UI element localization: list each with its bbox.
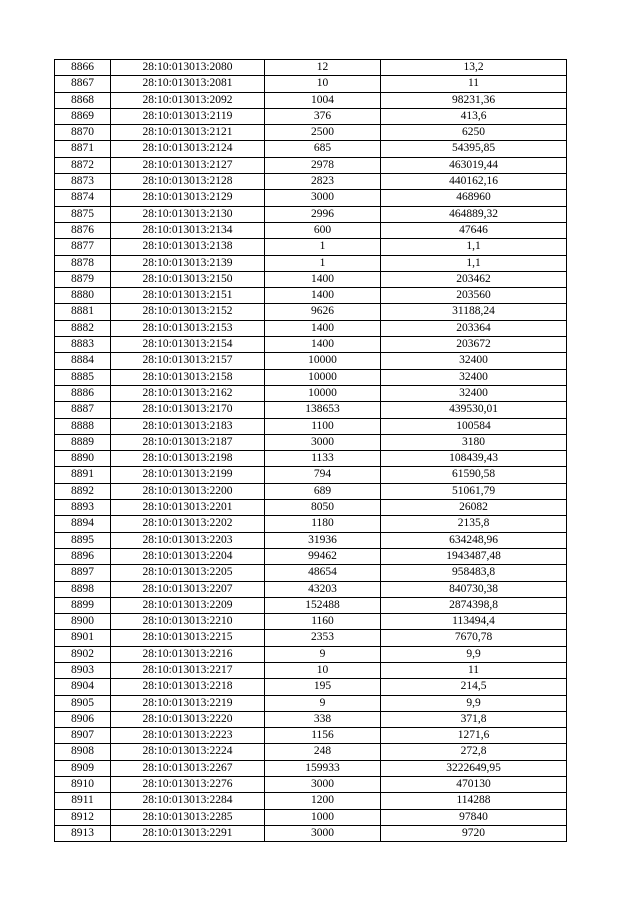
row-number-cell: 8876 [55,222,111,238]
cadastral-value-cell: 100584 [381,418,567,434]
row-number-cell: 8866 [55,60,111,76]
area-cell: 9 [265,695,381,711]
table-row [55,483,567,499]
cadastral-number-cell: 28:10:013013:2284 [111,793,265,809]
row-number-cell: 8884 [55,353,111,369]
cadastral-number-cell: 28:10:013013:2207 [111,581,265,597]
row-number-cell: 8896 [55,548,111,564]
cadastral-value-cell: 1,1 [381,255,567,271]
table-row [55,304,567,320]
table-row [55,174,567,190]
row-number-cell: 8891 [55,467,111,483]
cadastral-value-cell: 32400 [381,369,567,385]
table-row [55,92,567,108]
cadastral-value-cell: 9720 [381,825,567,841]
row-number-cell: 8912 [55,809,111,825]
cadastral-number-cell: 28:10:013013:2121 [111,125,265,141]
cadastral-number-cell: 28:10:013013:2205 [111,565,265,581]
row-number-cell: 8883 [55,337,111,353]
row-number-cell: 8911 [55,793,111,809]
cadastral-number-cell: 28:10:013013:2204 [111,548,265,564]
row-number-cell: 8903 [55,662,111,678]
cadastral-value-cell: 47646 [381,222,567,238]
table-row [55,288,567,304]
area-cell: 1180 [265,516,381,532]
cadastral-number-cell: 28:10:013013:2187 [111,434,265,450]
row-number-cell: 8877 [55,239,111,255]
area-cell: 1133 [265,451,381,467]
cadastral-value-cell: 32400 [381,353,567,369]
cadastral-value-cell: 1943487,48 [381,548,567,564]
area-cell: 8050 [265,500,381,516]
table-row [55,695,567,711]
cadastral-value-cell: 6250 [381,125,567,141]
table-row [55,825,567,841]
area-cell: 43203 [265,581,381,597]
table-row [55,548,567,564]
cadastral-value-cell: 3180 [381,434,567,450]
cadastral-number-cell: 28:10:013013:2128 [111,174,265,190]
cadastral-number-cell: 28:10:013013:2203 [111,532,265,548]
cadastral-value-cell: 634248,96 [381,532,567,548]
table-row [55,728,567,744]
area-cell: 338 [265,711,381,727]
cadastral-value-cell: 32400 [381,385,567,401]
cadastral-number-cell: 28:10:013013:2216 [111,646,265,662]
area-cell: 9 [265,646,381,662]
table-row [55,500,567,516]
cadastral-number-cell: 28:10:013013:2151 [111,288,265,304]
row-number-cell: 8875 [55,206,111,222]
cadastral-number-cell: 28:10:013013:2267 [111,760,265,776]
cadastral-number-cell: 28:10:013013:2130 [111,206,265,222]
cadastral-number-cell: 28:10:013013:2080 [111,60,265,76]
cadastral-value-cell: 203364 [381,320,567,336]
row-number-cell: 8879 [55,271,111,287]
row-number-cell: 8873 [55,174,111,190]
cadastral-value-cell: 11 [381,662,567,678]
cadastral-value-cell: 440162,16 [381,174,567,190]
area-cell: 2996 [265,206,381,222]
area-cell: 3000 [265,190,381,206]
area-cell: 1156 [265,728,381,744]
cadastral-value-cell: 214,5 [381,679,567,695]
table-row [55,108,567,124]
row-number-cell: 8881 [55,304,111,320]
cadastral-number-cell: 28:10:013013:2138 [111,239,265,255]
area-cell: 1400 [265,320,381,336]
cadastral-value-cell: 371,8 [381,711,567,727]
area-cell: 376 [265,108,381,124]
cadastral-value-cell: 470130 [381,777,567,793]
cadastral-number-cell: 28:10:013013:2127 [111,157,265,173]
table-row [55,467,567,483]
area-cell: 1100 [265,418,381,434]
row-number-cell: 8907 [55,728,111,744]
area-cell: 1200 [265,793,381,809]
table-row [55,222,567,238]
cadastral-value-cell: 439530,01 [381,402,567,418]
cadastral-value-cell: 7670,78 [381,630,567,646]
table-row [55,614,567,630]
area-cell: 2978 [265,157,381,173]
cadastral-value-cell: 1271,6 [381,728,567,744]
cadastral-value-cell: 31188,24 [381,304,567,320]
row-number-cell: 8909 [55,760,111,776]
cadastral-number-cell: 28:10:013013:2170 [111,402,265,418]
cadastral-number-cell: 28:10:013013:2134 [111,222,265,238]
table-row [55,597,567,613]
row-number-cell: 8872 [55,157,111,173]
area-cell: 3000 [265,434,381,450]
cadastral-value-cell: 464889,32 [381,206,567,222]
cadastral-value-cell: 9,9 [381,695,567,711]
table-row [55,744,567,760]
cadastral-number-cell: 28:10:013013:2183 [111,418,265,434]
table-row [55,630,567,646]
table-row [55,157,567,173]
cadastral-number-cell: 28:10:013013:2157 [111,353,265,369]
table-row [55,451,567,467]
cadastral-value-cell: 840730,38 [381,581,567,597]
row-number-cell: 8897 [55,565,111,581]
area-cell: 1 [265,239,381,255]
cadastral-number-cell: 28:10:013013:2199 [111,467,265,483]
cadastral-number-cell: 28:10:013013:2276 [111,777,265,793]
area-cell: 1160 [265,614,381,630]
cadastral-number-cell: 28:10:013013:2158 [111,369,265,385]
area-cell: 10000 [265,353,381,369]
row-number-cell: 8892 [55,483,111,499]
area-cell: 12 [265,60,381,76]
cadastral-value-cell: 1,1 [381,239,567,255]
cadastral-value-cell: 54395,85 [381,141,567,157]
row-number-cell: 8887 [55,402,111,418]
table-row [55,369,567,385]
area-cell: 1400 [265,288,381,304]
cadastral-number-cell: 28:10:013013:2198 [111,451,265,467]
row-number-cell: 8869 [55,108,111,124]
cadastral-number-cell: 28:10:013013:2154 [111,337,265,353]
area-cell: 10000 [265,369,381,385]
cadastral-value-cell: 51061,79 [381,483,567,499]
cadastral-number-cell: 28:10:013013:2150 [111,271,265,287]
table-row [55,402,567,418]
cadastral-number-cell: 28:10:013013:2217 [111,662,265,678]
cadastral-value-table [54,59,567,842]
cadastral-number-cell: 28:10:013013:2223 [111,728,265,744]
table-row [55,581,567,597]
cadastral-value-cell: 11 [381,76,567,92]
cadastral-value-cell: 113494,4 [381,614,567,630]
area-cell: 9626 [265,304,381,320]
cadastral-value-cell: 958483,8 [381,565,567,581]
area-cell: 1 [265,255,381,271]
row-number-cell: 8906 [55,711,111,727]
table-row [55,60,567,76]
table-row [55,516,567,532]
cadastral-value-cell: 97840 [381,809,567,825]
row-number-cell: 8905 [55,695,111,711]
cadastral-value-cell: 114288 [381,793,567,809]
cadastral-value-cell: 2135,8 [381,516,567,532]
row-number-cell: 8908 [55,744,111,760]
row-number-cell: 8888 [55,418,111,434]
area-cell: 2353 [265,630,381,646]
table-row [55,271,567,287]
area-cell: 99462 [265,548,381,564]
row-number-cell: 8901 [55,630,111,646]
cadastral-number-cell: 28:10:013013:2218 [111,679,265,695]
cadastral-value-cell: 203560 [381,288,567,304]
cadastral-number-cell: 28:10:013013:2285 [111,809,265,825]
area-cell: 600 [265,222,381,238]
cadastral-number-cell: 28:10:013013:2139 [111,255,265,271]
table-row [55,353,567,369]
row-number-cell: 8895 [55,532,111,548]
area-cell: 689 [265,483,381,499]
table-row [55,711,567,727]
table-row [55,646,567,662]
table-row [55,434,567,450]
cadastral-value-cell: 203672 [381,337,567,353]
table-row [55,239,567,255]
cadastral-number-cell: 28:10:013013:2092 [111,92,265,108]
row-number-cell: 8890 [55,451,111,467]
table-row [55,206,567,222]
table-row [55,777,567,793]
cadastral-number-cell: 28:10:013013:2219 [111,695,265,711]
area-cell: 1000 [265,809,381,825]
table-row [55,532,567,548]
cadastral-number-cell: 28:10:013013:2152 [111,304,265,320]
area-cell: 3000 [265,825,381,841]
row-number-cell: 8904 [55,679,111,695]
cadastral-value-cell: 2874398,8 [381,597,567,613]
cadastral-number-cell: 28:10:013013:2129 [111,190,265,206]
row-number-cell: 8913 [55,825,111,841]
table-row [55,76,567,92]
area-cell: 10000 [265,385,381,401]
cadastral-value-cell: 9,9 [381,646,567,662]
row-number-cell: 8878 [55,255,111,271]
cadastral-number-cell: 28:10:013013:2220 [111,711,265,727]
area-cell: 685 [265,141,381,157]
cadastral-value-cell: 463019,44 [381,157,567,173]
cadastral-number-cell: 28:10:013013:2153 [111,320,265,336]
table-row [55,418,567,434]
cadastral-number-cell: 28:10:013013:2209 [111,597,265,613]
area-cell: 10 [265,76,381,92]
area-cell: 152488 [265,597,381,613]
row-number-cell: 8885 [55,369,111,385]
row-number-cell: 8910 [55,777,111,793]
cadastral-number-cell: 28:10:013013:2124 [111,141,265,157]
row-number-cell: 8867 [55,76,111,92]
area-cell: 195 [265,679,381,695]
cadastral-value-cell: 13,2 [381,60,567,76]
area-cell: 1400 [265,337,381,353]
cadastral-number-cell: 28:10:013013:2291 [111,825,265,841]
area-cell: 3000 [265,777,381,793]
table-row [55,141,567,157]
row-number-cell: 8893 [55,500,111,516]
area-cell: 248 [265,744,381,760]
table-row [55,385,567,401]
row-number-cell: 8880 [55,288,111,304]
cadastral-number-cell: 28:10:013013:2201 [111,500,265,516]
cadastral-number-cell: 28:10:013013:2210 [111,614,265,630]
cadastral-value-cell: 108439,43 [381,451,567,467]
row-number-cell: 8870 [55,125,111,141]
cadastral-value-cell: 3222649,95 [381,760,567,776]
table-row [55,760,567,776]
area-cell: 10 [265,662,381,678]
row-number-cell: 8871 [55,141,111,157]
cadastral-value-cell: 468960 [381,190,567,206]
cadastral-number-cell: 28:10:013013:2081 [111,76,265,92]
row-number-cell: 8882 [55,320,111,336]
area-cell: 2500 [265,125,381,141]
row-number-cell: 8894 [55,516,111,532]
table-row [55,809,567,825]
area-cell: 1400 [265,271,381,287]
row-number-cell: 8900 [55,614,111,630]
cadastral-number-cell: 28:10:013013:2119 [111,108,265,124]
table-row [55,320,567,336]
row-number-cell: 8886 [55,385,111,401]
table-row [55,337,567,353]
row-number-cell: 8899 [55,597,111,613]
row-number-cell: 8874 [55,190,111,206]
cadastral-number-cell: 28:10:013013:2200 [111,483,265,499]
table-row [55,255,567,271]
cadastral-value-cell: 413,6 [381,108,567,124]
area-cell: 48654 [265,565,381,581]
area-cell: 159933 [265,760,381,776]
cadastral-value-cell: 61590,58 [381,467,567,483]
cadastral-number-cell: 28:10:013013:2215 [111,630,265,646]
cadastral-value-cell: 26082 [381,500,567,516]
table-row [55,679,567,695]
row-number-cell: 8902 [55,646,111,662]
cadastral-value-cell: 98231,36 [381,92,567,108]
table-row [55,793,567,809]
cadastral-number-cell: 28:10:013013:2162 [111,385,265,401]
area-cell: 794 [265,467,381,483]
area-cell: 2823 [265,174,381,190]
area-cell: 138653 [265,402,381,418]
row-number-cell: 8868 [55,92,111,108]
cadastral-number-cell: 28:10:013013:2224 [111,744,265,760]
table-row [55,662,567,678]
cadastral-number-cell: 28:10:013013:2202 [111,516,265,532]
table-row [55,190,567,206]
row-number-cell: 8898 [55,581,111,597]
table-row [55,565,567,581]
area-cell: 1004 [265,92,381,108]
table-body [55,60,567,842]
cadastral-value-cell: 203462 [381,271,567,287]
cadastral-value-cell: 272,8 [381,744,567,760]
area-cell: 31936 [265,532,381,548]
row-number-cell: 8889 [55,434,111,450]
table-row [55,125,567,141]
